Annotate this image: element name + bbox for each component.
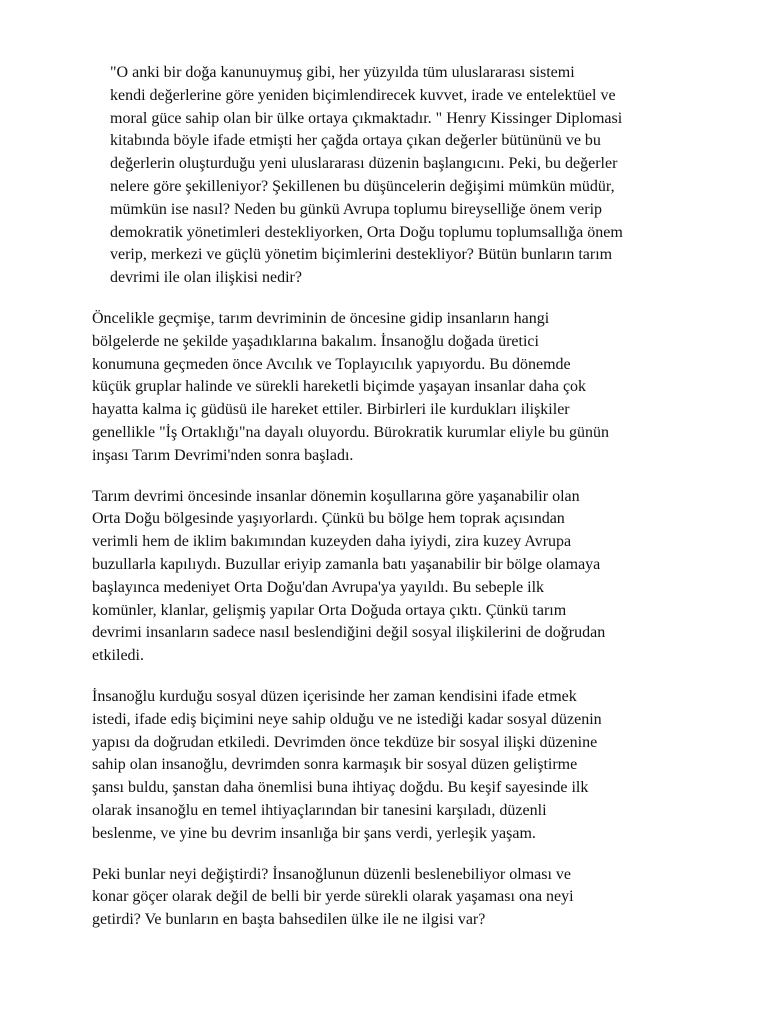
text-line: bölgelerde ne şekilde yaşadıklarına bakalım. İnsanoğlu doğada üretici [92, 332, 539, 350]
text-line: verimli hem de iklim bakımından kuzeyden daha iyiydi, zira kuzey Avrupa [92, 533, 572, 551]
text-line: "O anki bir doğa kanunuymuş gibi, her yüzyılda tüm uluslararası sistemi [110, 64, 575, 81]
text-line: Öncelikle geçmişe, tarım devriminin de öncesine gidip insanların hangi [92, 309, 550, 327]
text-line: kitabında böyle ifade etmişti her çağda ortaya çıkan değerler bütününü ve bu [110, 132, 601, 150]
text-line: komünler, klanlar, gelişmiş yapılar Orta Doğuda ortaya çıktı. Çünkü tarım [92, 601, 567, 619]
text-line: Peki bunlar neyi değiştirdi? İnsanoğlunun düzenli beslenebiliyor olması ve [92, 865, 572, 883]
text-line: olarak insanoğlu en temel ihtiyaçlarından bir tanesini karşıladı, düzenli [92, 801, 547, 819]
paragraph-3 [92, 486, 682, 668]
text-line: İnsanoğlu kurduğu sosyal düzen içerisinde her zaman kendisini ifade etmek [92, 687, 577, 705]
text-line: buzullarla kapılıydı. Buzullar eriyip zamanla batı yaşanabilir bir bölge olamaya [92, 555, 601, 573]
text-line: konumuna geçmeden önce Avcılık ve Toplayıcılık yapıyordu. Bu dönemde [92, 355, 571, 373]
text-line: nelere göre şekilleniyor? Şekillenen bu düşüncelerin değişimi mümkün müdür, [110, 177, 615, 195]
text-line: mümkün ise nasıl? Neden bu günkü Avrupa toplumu bireyselliğe önem verip [110, 200, 603, 218]
text-line: inşası Tarım Devrimi'nden sonra başladı. [92, 446, 354, 464]
paragraph-4 [92, 686, 682, 846]
text-line: devrimi ile olan ilişkisi nedir? [110, 269, 302, 287]
text-line: genellikle "İş Ortaklığı"na dayalı oluyordu. Bürokratik kurumlar eliyle bu günün [92, 423, 609, 441]
text-line: kendi değerlerine göre yeniden biçimlendirecek kuvvet, irade ve entelektüel ve [110, 86, 616, 104]
text-line: verip, merkezi ve güçlü yönetim biçimlerini destekliyor? Bütün bunların tarım [110, 246, 613, 264]
paragraph-5 [92, 864, 682, 932]
text-line: küçük gruplar halinde ve sürekli hareketli biçimde yaşayan insanlar daha çok [92, 378, 587, 396]
text-line: istedi, ifade ediş biçimini neye sahip olduğu ve ne istediği kadar sosyal düzenin [92, 710, 602, 728]
text-line: şansı buldu, şanstan daha önemlisi buna ihtiyaç doğdu. Bu keşif sayesinde ilk [92, 779, 589, 797]
paragraph-2 [92, 308, 682, 468]
text-line: Orta Doğu bölgesinde yaşıyorlardı. Çünkü bu bölge hem toprak açısından [92, 510, 565, 528]
text-line: yapısı da doğrudan etkiledi. Devrimden önce tekdüze bir sosyal ilişki düzenine [92, 733, 598, 751]
text-line: sahip olan insanoğlu, devrimden sonra karmaşık bir sosyal düzen geliştirme [92, 756, 578, 774]
text-line: beslenme, ve yine bu devrim insanlığa bir şans verdi, yerleşik yaşam. [92, 824, 536, 842]
text-line: başlayınca medeniyet Orta Doğu'dan Avrupa'ya yayıldı. Bu sebeple ilk [92, 578, 545, 596]
text-line: getirdi? Ve bunların en başta bahsedilen ülke ile ne ilgisi var? [92, 911, 486, 929]
text-line: konar göçer olarak değil de belli bir yerde sürekli olarak yaşaması ona neyi [92, 888, 574, 906]
text-line: devrimi insanların sadece nasıl beslendiğini değil sosyal ilişkilerini de doğrudan [92, 624, 606, 642]
text-line: hayatta kalma iç güdüsü ile hareket ettiler. Birbirleri ile kurdukları ilişkiler [92, 401, 570, 419]
paragraph-1 [92, 62, 682, 290]
text-line: demokratik yönetimleri destekliyorken, Orta Doğu toplumu toplumsallığa önem [110, 223, 623, 241]
text-line: değerlerin oluşturduğu yeni uluslararası düzenin başlangıcını. Peki, bu değerler [110, 155, 618, 173]
text-line: etkiledi. [92, 647, 144, 665]
text-line: Tarım devrimi öncesinde insanlar dönemin koşullarına göre yaşanabilir olan [92, 487, 580, 505]
text-line: moral güce sahip olan bir ülke ortaya çıkmaktadır. " Henry Kissinger Diplomasi [110, 109, 623, 127]
